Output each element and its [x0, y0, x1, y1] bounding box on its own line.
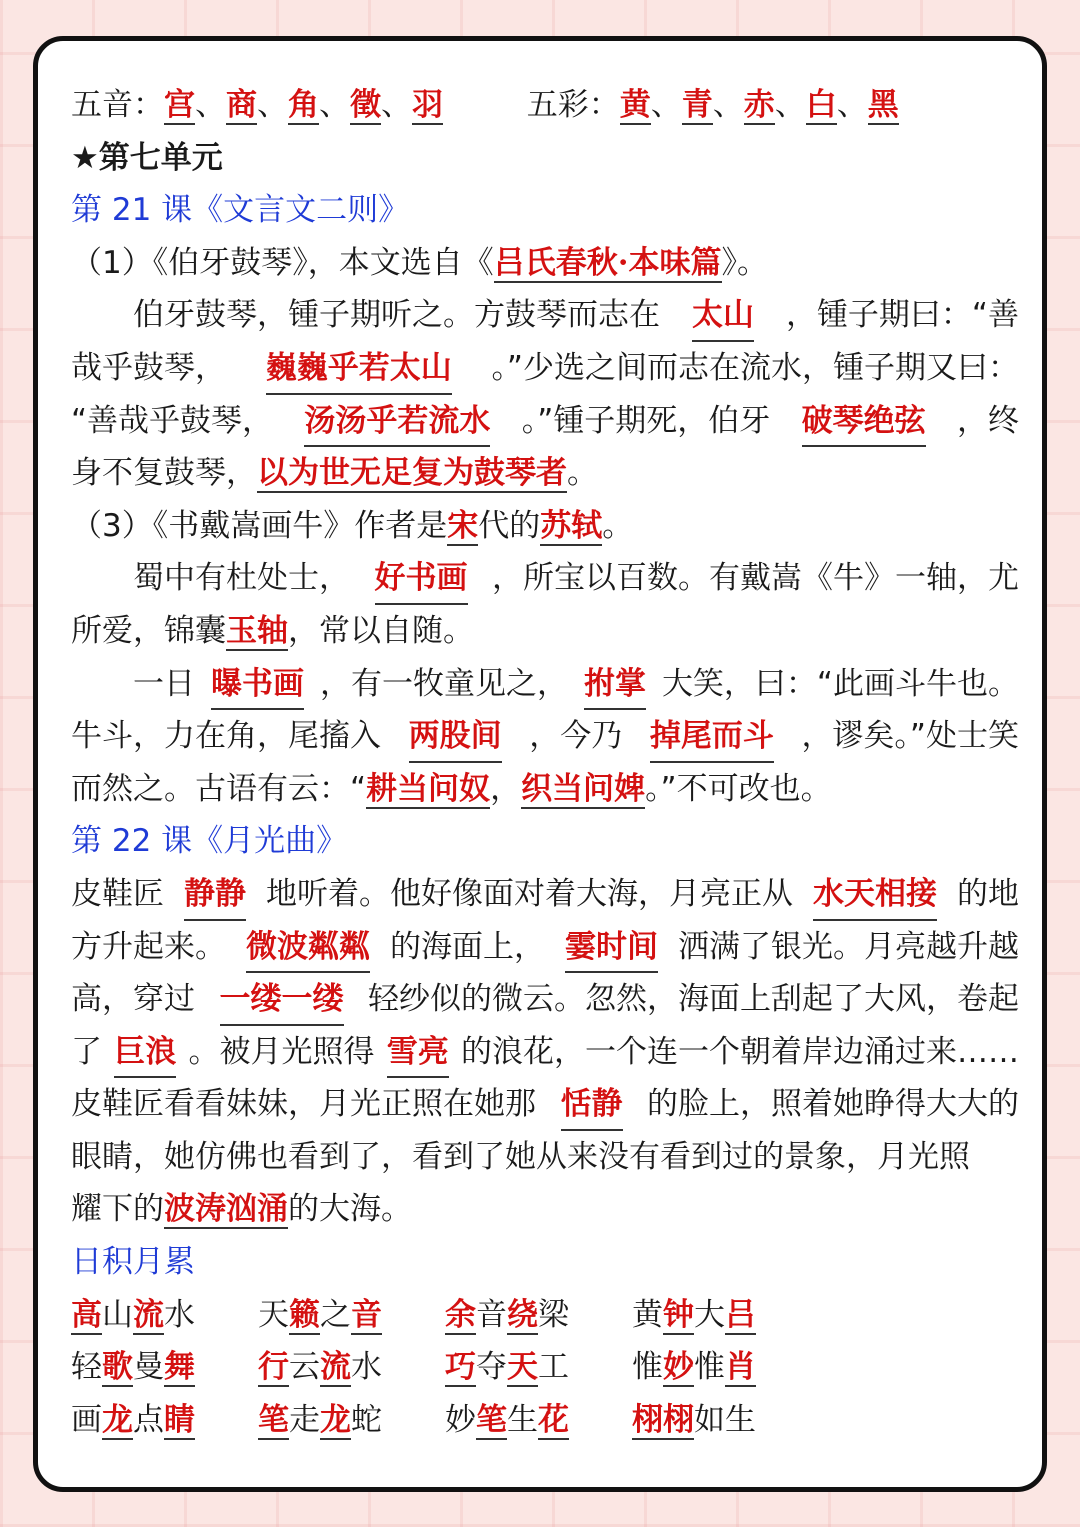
separator: 、	[836, 87, 868, 123]
idiom-char: 夺	[476, 1349, 507, 1386]
text-segment: ，	[490, 770, 522, 807]
text-segment: ，锺子期曰：“善	[785, 297, 1019, 334]
idiom-keyword-char: 舞	[164, 1349, 195, 1386]
idiom-char: 曼	[133, 1349, 164, 1386]
keyword: 以为世无足复为鼓琴者	[257, 455, 567, 492]
separator: 、	[650, 87, 682, 123]
keyword: 苏轼	[540, 507, 603, 544]
text-segment: 代的	[478, 507, 541, 544]
wuyin-label: 五音：	[71, 87, 164, 123]
wucai-label: 五彩：	[526, 87, 620, 123]
keyword: 恬静	[561, 1078, 623, 1131]
text-line	[71, 1131, 1019, 1184]
idiom-keyword-char: 行	[258, 1349, 289, 1386]
idiom-keyword-char: 肖	[725, 1349, 756, 1386]
text-segment: 所爱，锦囊	[71, 612, 226, 649]
idiom-keyword-char: 歌	[102, 1349, 133, 1386]
keyword: 破琴绝弦	[802, 395, 926, 448]
text-segment: ，今乃	[529, 718, 623, 755]
keyword: 波涛汹涌	[164, 1191, 288, 1228]
idiom-row	[71, 1289, 1019, 1342]
idiom	[445, 1394, 632, 1447]
idiom-keyword-char: 余	[445, 1296, 476, 1333]
idiom-row	[71, 1341, 1019, 1394]
wuyin-wucai-line	[71, 79, 1019, 132]
separator: 、	[257, 87, 288, 123]
text-segment: ，所宝以百数。有戴嵩《牛》一轴，尤	[492, 560, 1019, 597]
text-segment: 皮鞋匠	[71, 875, 164, 912]
text-line	[71, 921, 1019, 974]
text-segment: 一日	[133, 665, 195, 702]
keyword: 巍巍乎若太山	[266, 342, 452, 395]
idiom-char: 蛇	[351, 1401, 382, 1438]
keyword: 织当问婢	[521, 770, 646, 807]
text-segment: 地听着。他好像面对着大海，月亮正从	[266, 875, 793, 912]
wucai-item: 黑	[867, 87, 899, 123]
text-segment: 的海面上，	[390, 928, 545, 965]
text-segment: 哉乎鼓琴，	[71, 349, 226, 386]
text-line	[71, 868, 1019, 921]
idiom	[445, 1341, 632, 1394]
separator: 、	[774, 87, 806, 123]
idiom-keyword-char: 流	[320, 1349, 351, 1386]
separator: 、	[712, 87, 744, 123]
keyword: 吕氏春秋·本味篇	[493, 244, 722, 281]
keyword: 静静	[184, 868, 246, 921]
text-segment: 》。	[721, 244, 769, 281]
text-line	[71, 342, 1019, 395]
wucai-item: 黄	[619, 87, 651, 123]
idiom-keyword-char: 天	[507, 1349, 538, 1386]
text-segment: ，常以自随。	[288, 612, 474, 649]
idiom-keyword-char: 流	[133, 1296, 164, 1333]
lesson-title: 第 21 课《文言文二则》	[71, 192, 410, 229]
idiom-keyword-char: 妙	[663, 1349, 694, 1386]
lesson-title: 第 22 课《月光曲》	[71, 823, 348, 860]
idiom-char: 工	[538, 1349, 569, 1386]
text-segment: 大笑，曰：“此画斗牛也。	[661, 665, 1019, 702]
idiom-keyword-char: 栩	[632, 1401, 663, 1438]
text-segment: 。”少选之间而志在流水，锺子期又曰：	[491, 349, 1019, 386]
text-segment: ，有一牧童见之，	[319, 665, 568, 702]
idiom-keyword-char: 音	[351, 1296, 382, 1333]
idiom-keyword-char: 笔	[258, 1401, 289, 1438]
idiom-char: 点	[133, 1401, 164, 1438]
keyword: 太山	[692, 289, 754, 342]
keyword: 耕当问奴	[366, 770, 491, 807]
text-segment: （1）《伯牙鼓琴》，本文选自《	[71, 244, 494, 281]
text-segment: 。	[567, 455, 598, 492]
idiom-char: 水	[164, 1296, 195, 1333]
wuyin-item: 商	[226, 87, 257, 123]
text-segment: 牛斗，力在角，尾搐入	[71, 718, 381, 755]
keyword: 雪亮	[387, 1026, 449, 1079]
text-line	[71, 447, 1019, 500]
text-segment: 。”锺子期死，伯牙	[521, 402, 771, 439]
text-segment: 。被月光照得	[188, 1033, 375, 1070]
idiom-char: 画	[71, 1401, 102, 1438]
idiom-char: 如	[694, 1401, 725, 1438]
idiom-keyword-char: 钟	[663, 1296, 694, 1333]
wuyin-item: 羽	[412, 87, 443, 123]
wucai-item: 白	[805, 87, 837, 123]
keyword: 曝书画	[211, 658, 304, 711]
keyword: 汤汤乎若流水	[304, 395, 490, 448]
text-segment: 了	[71, 1033, 102, 1070]
text-line	[71, 763, 1019, 816]
notes-content	[71, 79, 1019, 1446]
text-segment: 眼睛，她仿佛也看到了，看到了她从来没有看到过的景象，月光照	[71, 1138, 970, 1175]
idiom-grid	[71, 1289, 1019, 1447]
idiom-char: 之	[320, 1296, 351, 1333]
text-segment: 伯牙鼓琴，锺子期听之。方鼓琴而志在	[133, 297, 660, 334]
idiom-char: 天	[258, 1296, 289, 1333]
notes-card	[33, 36, 1047, 1492]
idiom-char: 惟	[694, 1349, 725, 1386]
text-line	[71, 237, 1019, 290]
keyword: 一缕一缕	[220, 973, 344, 1026]
text-segment: ，谬矣。”处士笑	[801, 718, 1019, 755]
text-line	[71, 289, 1019, 342]
idiom	[632, 1289, 819, 1342]
idiom-char: 黄	[632, 1296, 663, 1333]
wuyin-item: 角	[288, 87, 319, 123]
keyword: 两股间	[409, 710, 502, 763]
idiom-row	[71, 1394, 1019, 1447]
idiom	[71, 1394, 258, 1447]
separator: 、	[195, 87, 226, 123]
idiom	[632, 1394, 819, 1447]
text-segment: 的脸上，照着她睁得大大的	[647, 1086, 1019, 1123]
idiom-char: 惟	[632, 1349, 663, 1386]
separator: 、	[319, 87, 350, 123]
idiom	[258, 1394, 445, 1447]
text-segment: 的浪花，一个连一个朝着岸边涌过来……	[461, 1033, 1019, 1070]
keyword: 宋	[447, 507, 479, 544]
text-segment: “善哉乎鼓琴，	[71, 402, 274, 439]
idiom-keyword-char: 龙	[320, 1401, 351, 1438]
wuyin-item: 徵	[350, 87, 381, 123]
text-line	[71, 1078, 1019, 1131]
idiom-keyword-char: 睛	[164, 1401, 195, 1438]
keyword: 玉轴	[226, 612, 288, 649]
idiom-keyword-char: 龙	[102, 1401, 133, 1438]
unit-title: ★第七单元	[71, 139, 223, 176]
text-segment: 蜀中有杜处士，	[133, 560, 350, 597]
idiom-char: 轻	[71, 1349, 102, 1386]
text-segment: 高，穿过	[71, 981, 195, 1018]
idiom-keyword-char: 籁	[289, 1296, 320, 1333]
idiom-char: 山	[102, 1296, 133, 1333]
idiom-keyword-char: 绕	[507, 1296, 538, 1333]
section-title: 日积月累	[71, 1244, 195, 1281]
idiom-char: 音	[476, 1296, 507, 1333]
keyword: 巨浪	[114, 1026, 176, 1079]
idiom-keyword-char: 笔	[476, 1401, 507, 1438]
keyword: 微波粼粼	[246, 921, 370, 974]
text-segment: 。	[602, 507, 634, 544]
wucai-item: 青	[681, 87, 713, 123]
text-line	[71, 1183, 1019, 1236]
text-segment: 的大海。	[288, 1191, 412, 1228]
text-segment: 皮鞋匠看看妹妹，月光正照在她那	[71, 1086, 536, 1123]
text-line	[71, 605, 1019, 658]
text-segment: 洒满了银光。月亮越升越	[678, 928, 1019, 965]
wucai-item: 赤	[743, 87, 775, 123]
text-segment: 的地	[957, 875, 1019, 912]
idiom-keyword-char: 花	[538, 1401, 569, 1438]
keyword: 好书画	[375, 552, 468, 605]
idiom-char: 云	[289, 1349, 320, 1386]
text-segment: （3）《书戴嵩画牛》作者是	[71, 507, 448, 544]
keyword: 拊掌	[584, 658, 646, 711]
text-line	[71, 552, 1019, 605]
text-line	[71, 710, 1019, 763]
keyword: 水天相接	[813, 868, 937, 921]
text-segment: ，终	[957, 402, 1019, 439]
idiom-keyword-char: 巧	[445, 1349, 476, 1386]
idiom	[71, 1341, 258, 1394]
text-segment: 。”不可改也。	[645, 770, 832, 807]
idiom	[445, 1289, 632, 1342]
text-line	[71, 658, 1019, 711]
idiom-keyword-char: 栩	[663, 1401, 694, 1438]
text-segment: 方升起来。	[71, 928, 226, 965]
text-segment: 身不复鼓琴，	[71, 455, 257, 492]
wuyin-item: 宫	[164, 87, 195, 123]
idiom	[71, 1289, 258, 1342]
text-segment: 轻纱似的微云。忽然，海面上刮起了大风，卷起	[368, 981, 1019, 1018]
idiom-char: 水	[351, 1349, 382, 1386]
idiom-keyword-char: 吕	[725, 1296, 756, 1333]
keyword: 掉尾而斗	[650, 710, 774, 763]
idiom-char: 生	[725, 1401, 756, 1438]
idiom	[632, 1341, 819, 1394]
text-line	[71, 973, 1019, 1026]
idiom	[258, 1289, 445, 1342]
keyword: 霎时间	[565, 921, 658, 974]
separator: 、	[381, 87, 412, 123]
text-segment: 耀下的	[71, 1191, 164, 1228]
idiom-char: 走	[289, 1401, 320, 1438]
idiom	[258, 1341, 445, 1394]
idiom-char: 大	[694, 1296, 725, 1333]
text-line	[71, 1026, 1019, 1079]
idiom-char: 生	[507, 1401, 538, 1438]
idiom-char: 梁	[538, 1296, 569, 1333]
text-line	[71, 395, 1019, 448]
idiom-keyword-char: 高	[71, 1296, 102, 1333]
text-line	[71, 500, 1019, 553]
text-segment: 而然之。古语有云：“	[71, 770, 367, 807]
idiom-char: 妙	[445, 1401, 476, 1438]
